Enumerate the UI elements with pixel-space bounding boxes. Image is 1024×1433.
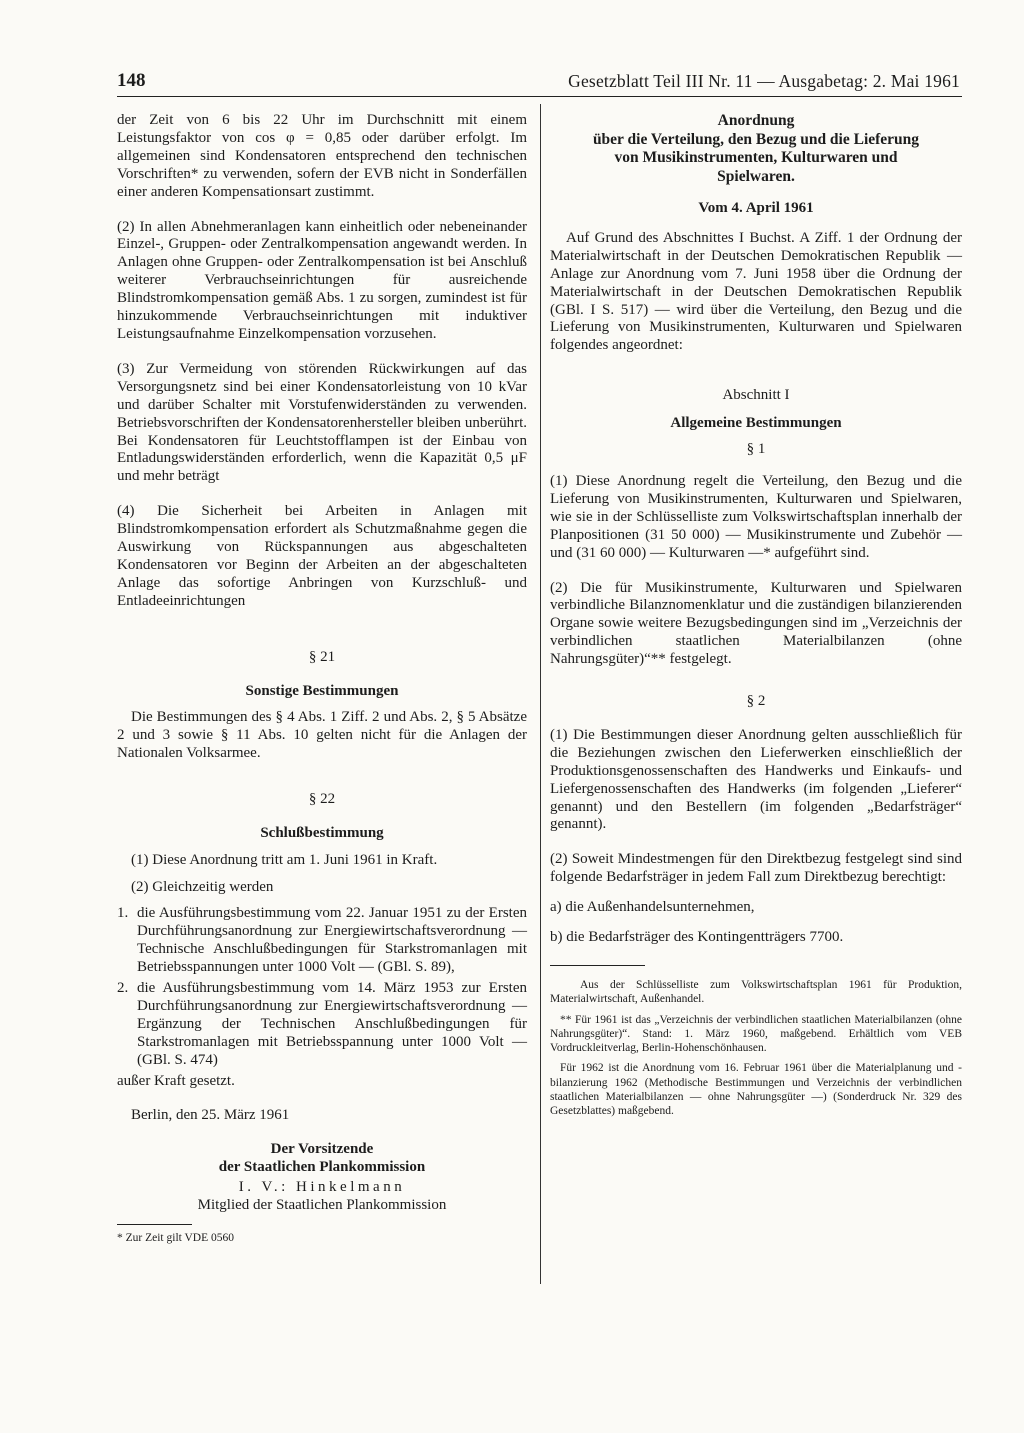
paragraph: (1) Diese Anordnung regelt die Verteilung, den Bezug und die Lieferung von Musikinstrumenten, Kulturwaren und Spielwaren, wie sie in der Schlüsselliste zum Volkswirtschaftsplan innerhalb der Planpositionen (31 50 000) — Musikinstrumente und Zubehör — und (31 60 000) — Kulturwaren —* aufgeführt sind. <box>550 472 962 561</box>
column-divider <box>540 104 541 1284</box>
paragraph: (3) Zur Vermeidung von störenden Rückwirkungen auf das Versorgungsnetz sind bei einer Kondensatorleistung von 10 kVar und darüber Schalter mit Vorstufenwiderständen zu verwenden. Betriebsvorschriften der Kondensatorenhersteller bleiben unberührt. Bei Kondensatoren für Leuchtstofflampen ist der Einbau von Entladungswiderständen erforderlich, wenn die Kapazität 0,5 μF und mehr beträgt <box>117 360 527 485</box>
paragraph: (2) Gleichzeitig werden <box>131 878 274 895</box>
list-item <box>117 980 527 1070</box>
signature-title: Der Vorsitzende <box>270 1140 374 1157</box>
left-column <box>117 112 527 1246</box>
page-header <box>117 70 962 97</box>
paragraph: Auf Grund des Abschnittes I Buchst. A Ziff. 1 der Ordnung der Materialwirtschaft in der Deutschen Demokratischen Republik — Anlage zur Anordnung vom 7. Juni 1958 über die Ordnung der Materialwirtschaft in der Deutschen Demokratischen Republik (GBl. I S. 517) — wird über die Verteilung, den Bezug und die Lieferung von Musikinstrumenten, Kulturwaren und Spielwaren folgendes angeordnet: <box>550 229 962 354</box>
signature-name: I. V.: Hinkelmann <box>238 1178 406 1195</box>
section-number: § 21 <box>308 648 336 665</box>
section-number: § 22 <box>308 791 336 808</box>
section-number: § 2 <box>746 693 766 710</box>
footnote: * Zur Zeit gilt VDE 0560 <box>117 1232 235 1245</box>
document-title: Anordnung <box>717 112 795 129</box>
section-title: Sonstige Bestimmungen <box>245 682 399 699</box>
list-item: b) die Bedarfsträger des Kontingentträgers 7700. <box>550 929 844 946</box>
place-date: Berlin, den 25. März 1961 <box>131 1106 290 1123</box>
paragraph: Die Bestimmungen des § 4 Abs. 1 Ziff. 2 und Abs. 2, § 5 Absätze 2 und 3 sowie § 11 Abs. 10 gelten nicht für die Anlagen der Nationalen Volksarmee. <box>117 709 527 762</box>
section-title: Schlußbestimmung <box>260 825 384 842</box>
list-item <box>117 905 527 977</box>
list-text: die Ausführungsbestimmung vom 14. März 1953 zur Ersten Durchführungsanordnung zur Energiewirtschaftsverordnung — Ergänzung der Technischen Anschlußbedingungen für Starkstromanlagen mit Betriebsspannung unter 1000 Volt — (GBl. S. 474) <box>137 980 527 1069</box>
section-number: § 1 <box>746 441 766 458</box>
list-number: 1. <box>117 904 129 921</box>
page-number: 148 <box>117 70 146 91</box>
paragraph: (2) Soweit Mindestmengen für den Direktbezug festgelegt sind sind folgende Bedarfsträger in jedem Fall zum Direktbezug berechtigt: <box>550 851 962 886</box>
document-title: von Musikinstrumenten, Kulturwaren und <box>614 149 898 166</box>
footnote: ** Für 1961 ist das „Verzeichnis der verbindlichen staatlichen Materialbilanzen (ohne Nahrungsgüter)“. Stand: 1. März 1960, maßgebend. Erhältlich vom VEB Vordruckleitverlag, Berlin-Hohenschönhausen. <box>550 1013 962 1055</box>
header-title: Gesetzblatt Teil III Nr. 11 — Ausgabetag: 2. Mai 1961 <box>568 71 960 91</box>
footnote-rule <box>550 965 645 966</box>
footnote: Aus der Schlüsselliste zum Volkswirtschaftsplan 1961 für Produktion, Materialwirtschaft, Außenhandel. <box>550 979 962 1006</box>
list-item: a) die Außenhandelsunternehmen, <box>550 899 755 916</box>
document-title: Spielwaren. <box>717 167 795 185</box>
paragraph: (1) Die Bestimmungen dieser Anordnung gelten ausschließlich für die Beziehungen zwischen den Lieferwerken einschließlich der Produktionsgenossenschaften des Handwerks und Einkaufs- und Liefergenossenschaften des Handwerks (im folgenden „Lieferer“ genannt) und den Bestellern (im folgenden „Bedarfsträger“ genannt). <box>550 726 962 833</box>
paragraph: (1) Diese Anordnung tritt am 1. Juni 1961 in Kraft. <box>131 852 438 868</box>
paragraph: (4) Die Sicherheit bei Arbeiten in Anlagen mit Blindstromkompensation erfordert als Schutzmaßnahme gegen die Auswirkung von Rückspannungen aus abgeschalteten Kondensatoren vor Beginn der Arbeiten an der abgeschalteten Anlage das sofortige Anbringen von Kurzschluß- und Entladeeinrichtungen <box>117 503 527 609</box>
right-column <box>550 112 962 1119</box>
list-number: 2. <box>117 980 129 997</box>
signature-role: Mitglied der Staatlichen Plankommission <box>197 1196 447 1213</box>
footnote-rule <box>117 1224 192 1225</box>
abschnitt-title: Allgemeine Bestimmungen <box>670 415 842 432</box>
paragraph: (2) In allen Abnehmeranlagen kann einheitlich oder nebeneinander Einzel-, Gruppen- oder Zentralkompensation angewandt werden. In Anlagen ohne Gruppen- oder Zentralkompensation ist bei Anschluß weiterer Verbrauchseinrichtungen für ausreichende Blindstromkompensation gemäß Abs. 1 zu sorgen, zumindest ist für hinzukommende Verbrauchseinrichtungen mit induktiver Leistungsaufnahme Einzelkompensation vorzusehen. <box>117 218 527 342</box>
document-title: über die Verteilung, den Bezug und die Lieferung <box>592 130 920 148</box>
paragraph: (2) Die für Musikinstrumente, Kulturwaren und Spielwaren verbindliche Bilanznomenklatur und die zuständigen bilanzierenden Organe sowie weitere Bezugsbedingungen sind im „Verzeichnis der verbindlichen staatlichen Materialbilanzen (ohne Nahrungsgüter)“** festgelegt. <box>550 579 962 668</box>
abschnitt-heading: Abschnitt I <box>722 387 790 404</box>
signature-title: der Staatlichen Plankommission <box>218 1158 426 1175</box>
document-date: Vom 4. April 1961 <box>698 200 814 216</box>
list-text: die Ausführungsbestimmung vom 22. Januar 1951 zu der Ersten Durchführungsanordnung zur Energiewirtschaftsverordnung — Technische Anschlußbedingungen für Starkstromanlagen mit Betriebsspannungen unter 1000 Volt — (GBl. S. 89), <box>137 904 527 975</box>
paragraph: außer Kraft gesetzt. <box>117 1072 235 1089</box>
footnote: Für 1962 ist die Anordnung vom 16. Februar 1961 über die Materialplanung und -bilanzierung 1962 (Methodische Bestimmungen und Verzeichnis der verbindlichen staatlichen Materialbilanzen — ohne Nahrungsgüter —) (Sonderdruck Nr. 329 des Gesetzblattes) maßgebend. <box>550 1062 962 1118</box>
paragraph: der Zeit von 6 bis 22 Uhr im Durchschnitt mit einem Leistungsfaktor von cos φ = 0,85 oder darüber erfolgt. Im allgemeinen sind Kondensatoren entsprechend den technischen Vorschriften* zu verwenden, sofern der EVB nicht in Sonderfällen einer anderen Kompensationsart zustimmt. <box>117 112 527 200</box>
